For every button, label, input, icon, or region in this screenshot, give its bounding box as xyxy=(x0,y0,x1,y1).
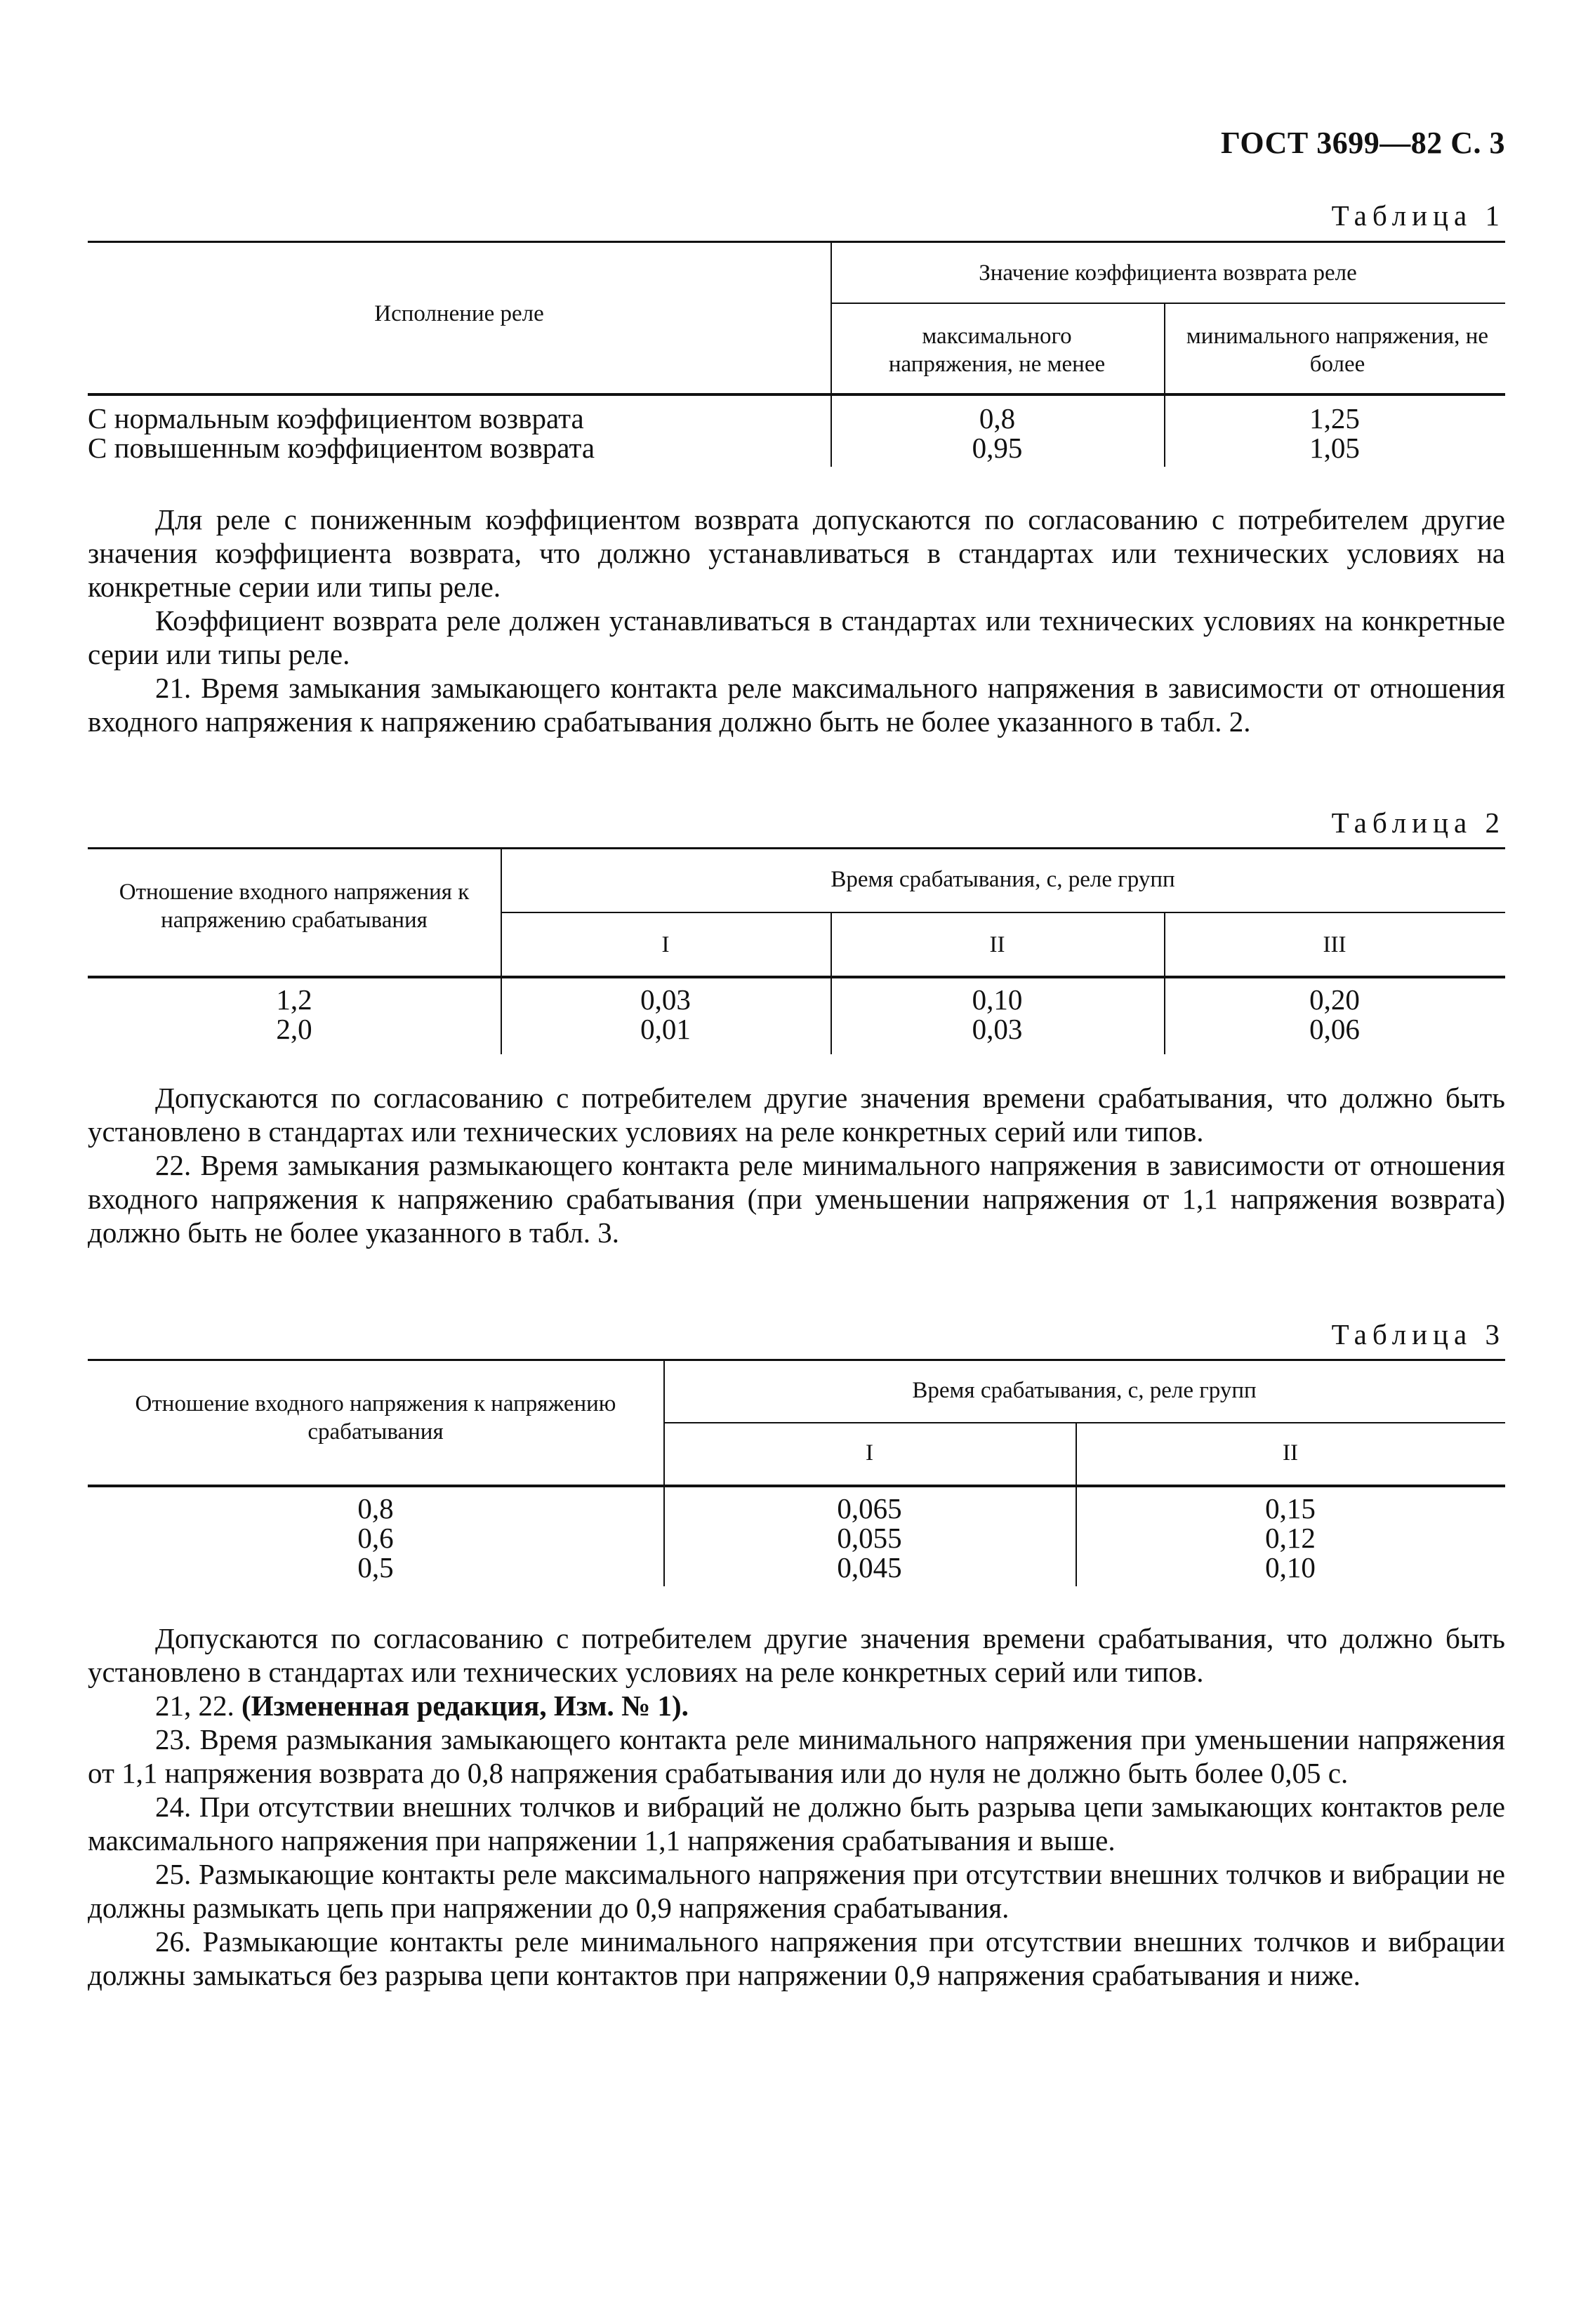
paragraph-block-3 xyxy=(88,1621,1505,1992)
table1-row-2-label: С повышенным коэффициентом возврата xyxy=(88,432,595,464)
table3-group-1: I xyxy=(866,1440,873,1466)
table3-group-2: II xyxy=(1283,1440,1298,1466)
table2-row-1-v3: 0,20 xyxy=(1309,983,1360,1016)
paragraph: Допускаются по согласованию с потребителем другие значения времени срабатывания, что должно быть установлено в стандартах или технических условиях на реле конкретных серий или типов. xyxy=(88,1622,1505,1688)
paragraph: Допускаются по согласованию с потребителем другие значения времени срабатывания, что должно быть установлено в стандартах или технических условиях на реле конкретных серий или типов. xyxy=(88,1082,1505,1148)
table1-row-2-min: 1,05 xyxy=(1309,432,1360,464)
table3-row-1-v2: 0,15 xyxy=(1265,1492,1316,1525)
table3-row-1-ratio: 0,8 xyxy=(357,1492,394,1525)
table3-caption: Таблица 3 xyxy=(1331,1318,1505,1350)
table3 xyxy=(88,1359,1505,1586)
amendment-note xyxy=(88,1689,1505,1722)
table1-col-max: максимального напряжения, не менее xyxy=(888,324,1106,377)
amendment-bold: (Измененная редакция, Изм. № 1). xyxy=(241,1689,689,1722)
paragraph: Коэффициент возврата реле должен устанавливаться в стандартах или технических условиях на конкретные серии или типы реле. xyxy=(88,604,1505,670)
table3-row-3-v1: 0,045 xyxy=(837,1551,902,1583)
table1-row-1-min: 1,25 xyxy=(1309,402,1360,434)
table3-row-1-v1: 0,065 xyxy=(837,1492,902,1525)
table3-col-group: Время срабатывания, с, реле групп xyxy=(912,1378,1257,1403)
paragraph: 21. Время замыкания замыкающего контакта реле максимального напряжения в зависимости от отношения входного напряжения к напряжению срабатывания должно быть не более указанного в табл. 2. xyxy=(88,672,1505,738)
table2 xyxy=(88,847,1505,1054)
amendment-prefix: 21, 22. xyxy=(155,1689,241,1722)
paragraph-block-1 xyxy=(88,503,1505,738)
paragraph: Для реле с пониженным коэффициентом возврата допускаются по согласованию с потребителем другие значения коэффициента возврата, что должно устанавливаться в стандартах или технических условиях на конкретные серии или типы реле. xyxy=(88,503,1505,603)
paragraph: 25. Размыкающие контакты реле максимального напряжения при отсутствии внешних толчков и вибрации не должны размыкать цепь при напряжении до 0,9 напряжения срабатывания. xyxy=(88,1858,1505,1924)
table1-row-2-max: 0,95 xyxy=(972,432,1023,464)
table2-row-2-ratio: 2,0 xyxy=(276,1013,312,1045)
table3-row-3-ratio: 0,5 xyxy=(357,1551,394,1583)
table2-row-2-v3: 0,06 xyxy=(1309,1013,1360,1045)
table2-row-1-v1: 0,03 xyxy=(640,983,691,1016)
paragraph: 22. Время замыкания размыкающего контакта реле минимального напряжения в зависимости от отношения входного напряжения к напряжению срабатывания (при уменьшении напряжения от 1,1 напряжения возврата) должно быть не более указанного в табл. 3. xyxy=(88,1149,1505,1249)
table3-row-2-v1: 0,055 xyxy=(837,1522,902,1554)
table1-caption: Таблица 1 xyxy=(1331,199,1505,232)
table1 xyxy=(88,241,1505,467)
table2-row-2-v2: 0,03 xyxy=(972,1013,1023,1045)
paragraph: 24. При отсутствии внешних толчков и вибраций не должно быть разрыва цепи замыкающих контактов реле максимального напряжения при напряжении 1,1 напряжения срабатывания и выше. xyxy=(88,1791,1505,1857)
table3-row-3-v2: 0,10 xyxy=(1265,1551,1316,1583)
table2-col-group: Время срабатывания, с, реле групп xyxy=(831,867,1175,892)
table1-col-main: Исполнение реле xyxy=(374,301,544,326)
table3-row-2-v2: 0,12 xyxy=(1265,1522,1316,1554)
paragraph: 23. Время размыкания замыкающего контакта реле минимального напряжения при уменьшении напряжения от 1,1 напряжения возврата до 0,8 напряжения срабатывания или до нуля не должно быть более 0,05 с. xyxy=(88,1723,1505,1789)
table3-col-main: Отношение входного напряжения к напряжению срабатывания xyxy=(135,1391,616,1445)
table1-row-1-label: С нормальным коэффициентом возврата xyxy=(88,402,584,434)
table2-col-main: Отношение входного напряжения к напряжению срабатывания xyxy=(119,879,470,933)
table2-group-1: I xyxy=(661,932,670,957)
table2-group-3: III xyxy=(1323,932,1347,957)
table1-row-1-max: 0,8 xyxy=(979,402,1016,434)
table1-col-min: минимального напряжения, не более xyxy=(1186,324,1489,377)
table2-caption: Таблица 2 xyxy=(1331,806,1505,839)
table2-group-2: II xyxy=(989,932,1005,957)
table1-col-group: Значение коэффициента возврата реле xyxy=(979,260,1357,286)
paragraph: 26. Размыкающие контакты реле минимального напряжения при отсутствии внешних толчков и вибрации должны замыкаться без разрыва цепи контактов при напряжении 0,9 напряжения срабатывания и ниже. xyxy=(88,1925,1505,1991)
paragraph-block-2 xyxy=(88,1081,1505,1249)
table2-row-1-ratio: 1,2 xyxy=(276,983,312,1016)
page-header: ГОСТ 3699—82 С. 3 xyxy=(1220,126,1505,160)
table3-row-2-ratio: 0,6 xyxy=(357,1522,394,1554)
table2-row-1-v2: 0,10 xyxy=(972,983,1023,1016)
table2-row-2-v1: 0,01 xyxy=(640,1013,691,1045)
